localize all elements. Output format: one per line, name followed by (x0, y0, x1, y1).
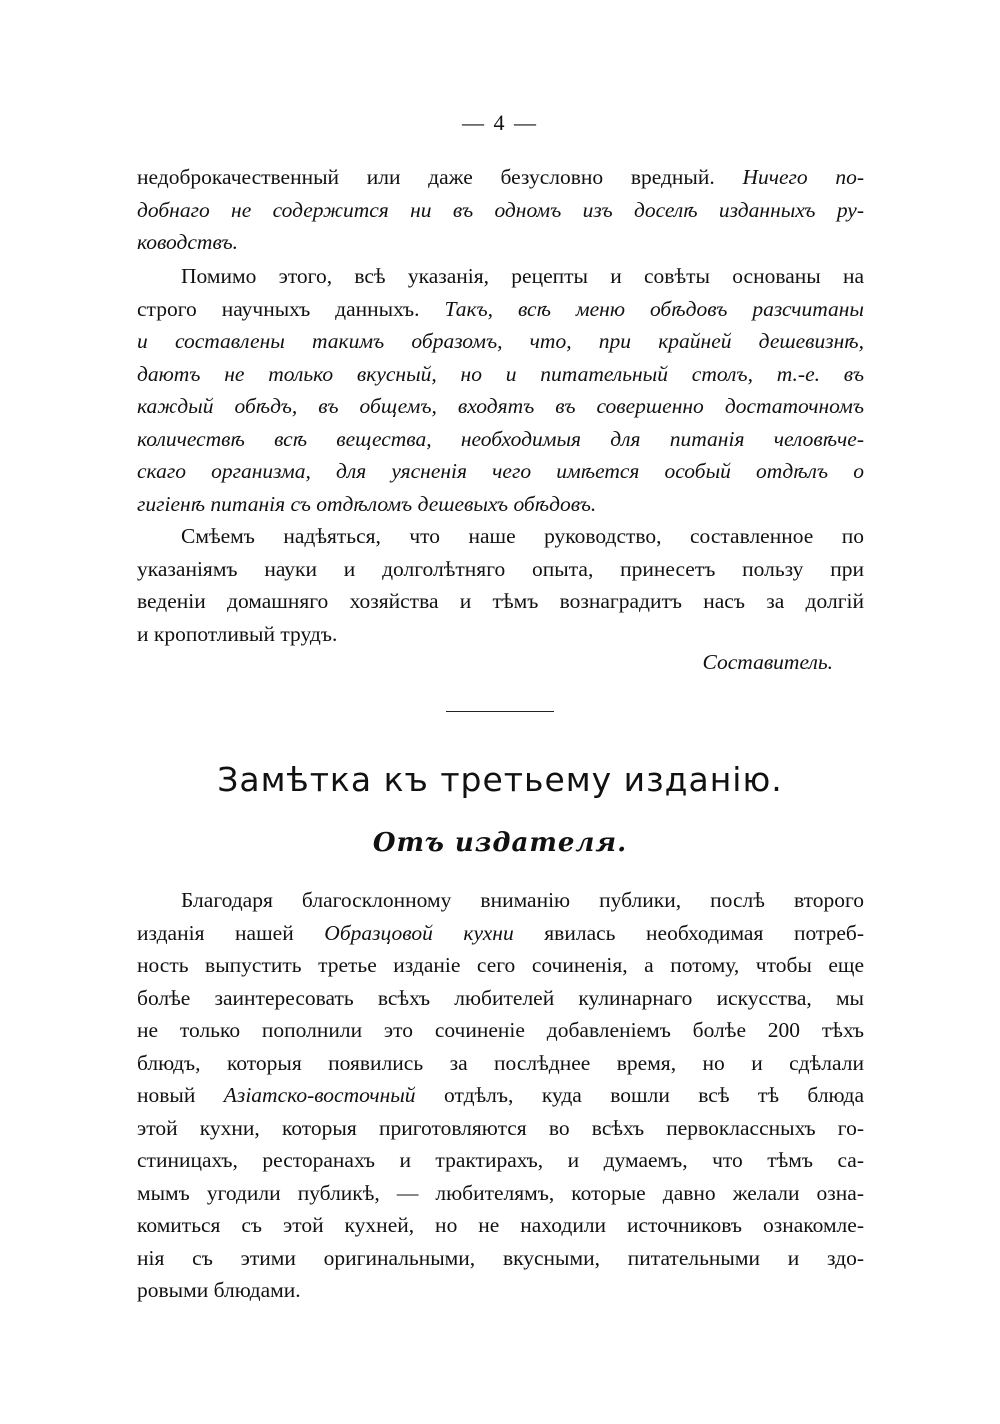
text-line: Смѣемъ надѣяться, что наше руководство, составленное по (181, 524, 864, 548)
page-number: — 4 — (462, 110, 538, 135)
text-line: недоброкачественный или даже безусловно вредный. Ничего по- (137, 165, 864, 189)
text-line: ровыми блюдами. (137, 1278, 301, 1302)
text-line: нія съ этими оригинальными, вкусными, питательными и здо- (137, 1245, 864, 1270)
text-line: скаго организма, для уясненія чего имѣется особый отдѣлъ о (137, 459, 864, 483)
text-line: добнаго не содержится ни въ одномъ изъ доселѣ изданныхъ ру- (137, 197, 864, 222)
text-line: каждый обѣдъ, въ общемъ, входятъ въ совершенно достаточномъ (137, 394, 864, 418)
signature: Составитель. (702, 650, 833, 674)
text-line: комиться съ этой кухней, но не находили источниковъ ознакомле- (137, 1213, 864, 1237)
text-line: новый Азіатско-восточный отдѣлъ, куда вошли всѣ тѣ блюда (137, 1083, 865, 1107)
section-subheading: Отъ издателя. (372, 828, 628, 858)
text-line: гигіенѣ питанія съ отдѣломъ дешевыхъ обѣдовъ. (137, 491, 597, 516)
text-line: Помимо этого, всѣ указанія, рецепты и совѣты основаны на (181, 264, 864, 288)
text-line: Благодаря благосклонному вниманію публики, послѣ второго (181, 888, 864, 912)
text-line: стиницахъ, ресторанахъ и трактирахъ, и думаемъ, что тѣмъ са- (137, 1148, 864, 1172)
text-line: болѣе заинтересовать всѣхъ любителей кулинарнаго искусства, мы (137, 985, 864, 1010)
text-line: блюдъ, которыя появились за послѣднее время, но и сдѣлали (137, 1050, 864, 1075)
text-line: даютъ не только вкусный, но и питательный столъ, т.-е. въ (137, 361, 864, 386)
preface-paragraph-3 (137, 520, 864, 650)
text-line: мымъ угодили публикѣ, — любителямъ, которые давно желали озна- (137, 1180, 864, 1205)
text-line: не только пополнили это сочиненіе добавленіемъ болѣе 200 тѣхъ (137, 1018, 864, 1042)
text-line: этой кухни, которыя приготовляются во всѣхъ первоклассныхъ го- (137, 1115, 864, 1140)
section-divider (446, 711, 554, 712)
text-line: количествѣ всѣ вещества, необходимыя для питанія человѣче- (137, 426, 864, 451)
text-line: и составлены такимъ образомъ, что, при крайней дешевизнѣ, (137, 329, 864, 353)
third-edition-paragraph (137, 884, 864, 1307)
section-heading: Замѣтка къ третьему изданію. (217, 760, 783, 799)
text-line: и кропотливый трудъ. (137, 621, 338, 646)
text-line: веденіи домашняго хозяйства и тѣмъ вознаградитъ насъ за долгій (137, 589, 864, 613)
text-line: ководствъ. (137, 230, 239, 254)
preface-paragraph-1 (137, 161, 864, 259)
text-line: изданія нашей Образцовой кухни явилась необходимая потреб- (137, 920, 864, 945)
text-line: строго научныхъ данныхъ. Такъ, всѣ меню обѣдовъ разсчитаны (137, 296, 864, 321)
preface-paragraph-2 (137, 260, 864, 520)
text-line: указаніямъ науки и долголѣтняго опыта, принесетъ пользу при (137, 556, 864, 581)
text-line: ность выпустить третье изданіе сего сочиненія, а потому, чтобы еще (137, 953, 864, 977)
